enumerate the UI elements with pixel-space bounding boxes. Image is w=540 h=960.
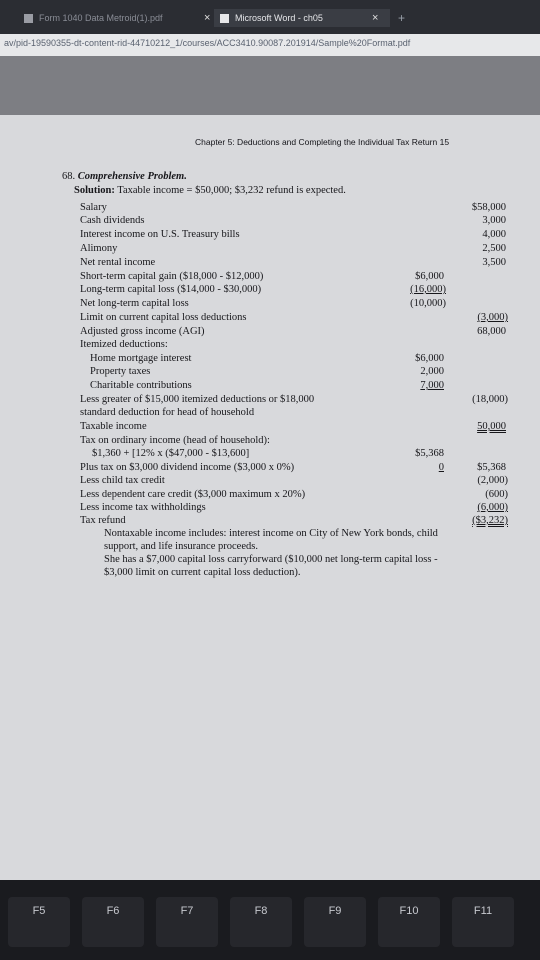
row-label: Adjusted gross income (AGI) <box>80 326 205 337</box>
row-amount: 4,000 <box>482 229 506 240</box>
row-amount: ($3,232) <box>472 515 508 526</box>
row-label: Taxable income <box>80 421 147 432</box>
note-line: support, and life insurance proceeds. <box>104 541 258 552</box>
key-f6: F6 <box>82 897 144 947</box>
solution-line <box>74 184 346 197</box>
row-subtotal: 0 <box>438 462 444 473</box>
key-f8: F8 <box>230 897 292 947</box>
row-amount: (3,000) <box>477 312 508 323</box>
solution-label: Solution: <box>74 185 115 196</box>
row-subtotal: $6,000 <box>415 271 444 282</box>
row-label: Limit on current capital loss deductions <box>80 312 247 323</box>
row-subtotal: 7,000 <box>420 380 444 391</box>
pdf-favicon-icon <box>24 14 33 23</box>
row-label: Less income tax withholdings <box>80 502 206 513</box>
row-amount: 3,000 <box>482 215 506 226</box>
row-subtotal: $6,000 <box>415 353 444 364</box>
tab-label: Form 1040 Data Metroid(1).pdf <box>39 13 163 23</box>
row-amount: $5,368 <box>477 462 506 473</box>
problem-heading <box>62 170 187 183</box>
tab-form-1040[interactable] <box>24 9 204 27</box>
row-label: Long-term capital loss ($14,000 - $30,000) <box>80 284 262 295</box>
row-label: $1,360 + [12% x ($47,000 - $13,600] <box>92 448 250 459</box>
row-label: Salary <box>80 202 107 213</box>
problem-title: Comprehensive Problem. <box>77 171 187 182</box>
row-amount: (6,000) <box>477 502 508 513</box>
row-amount: 2,500 <box>482 243 506 254</box>
document-favicon-icon <box>220 14 229 23</box>
row-label: Net long-term capital loss <box>80 298 189 309</box>
row-label: Net rental income <box>80 257 156 268</box>
solution-text: Taxable income = $50,000; $3,232 refund is expected. <box>117 185 346 196</box>
row-label: Tax on ordinary income (head of household): <box>80 435 270 446</box>
row-subtotal: $5,368 <box>415 448 444 459</box>
key-f10: F10 <box>378 897 440 947</box>
tab-close-icon[interactable]: × <box>372 12 379 24</box>
key-f9: F9 <box>304 897 366 947</box>
key-f11: F11 <box>452 897 514 947</box>
row-amount: (2,000) <box>477 475 508 486</box>
row-amount: (18,000) <box>472 394 508 405</box>
new-tab-button[interactable]: + <box>398 11 406 25</box>
row-label: Home mortgage interest <box>90 353 192 364</box>
tab-label: Microsoft Word - ch05 <box>235 13 323 23</box>
key-f7: F7 <box>156 897 218 947</box>
row-amount: 68,000 <box>477 326 506 337</box>
row-amount: (600) <box>485 489 508 500</box>
row-label: Less greater of $15,000 itemized deductions or $18,000 <box>80 394 315 405</box>
page-header: Chapter 5: Deductions and Completing the Individual Tax Return 15 <box>195 137 450 147</box>
note-line: Nontaxable income includes: interest income on City of New York bonds, child <box>104 528 438 539</box>
row-subtotal: (10,000) <box>410 298 446 309</box>
row-subtotal: (16,000) <box>410 284 446 295</box>
address-bar[interactable] <box>0 34 540 56</box>
row-amount: $58,000 <box>471 202 506 213</box>
row-label: Interest income on U.S. Treasury bills <box>80 229 240 240</box>
row-label: Itemized deductions: <box>80 339 168 350</box>
key-f5: F5 <box>8 897 70 947</box>
row-label: Less child tax credit <box>80 475 165 486</box>
row-amount: 3,500 <box>482 257 506 268</box>
problem-number: 68. <box>62 171 76 182</box>
row-subtotal: 2,000 <box>420 366 444 377</box>
row-label: Plus tax on $3,000 dividend income ($3,000 x 0%) <box>80 462 295 473</box>
tab-microsoft-word[interactable] <box>214 9 390 27</box>
row-label: standard deduction for head of household <box>80 407 255 418</box>
row-amount: 50,000 <box>477 421 506 432</box>
row-label: Property taxes <box>90 366 151 377</box>
row-label: Cash dividends <box>80 215 145 226</box>
row-label: Alimony <box>80 243 118 254</box>
row-label: Tax refund <box>80 515 126 526</box>
note-line: $3,000 limit on current capital loss deduction). <box>104 567 301 578</box>
row-label: Less dependent care credit ($3,000 maximum x 20%) <box>80 489 306 500</box>
tab-close-icon[interactable]: × <box>204 12 211 24</box>
note-line: She has a $7,000 capital loss carryforward ($10,000 net long-term capital loss - <box>104 554 438 565</box>
row-label: Charitable contributions <box>90 380 192 391</box>
row-label: Short-term capital gain ($18,000 - $12,000) <box>80 271 264 282</box>
url-text[interactable]: av/pid-19590355-dt-content-rid-44710212_1/courses/ACC3410.90087.201914/Sample%20Format.pdf <box>4 38 411 48</box>
browser-tab-bar <box>0 0 540 34</box>
